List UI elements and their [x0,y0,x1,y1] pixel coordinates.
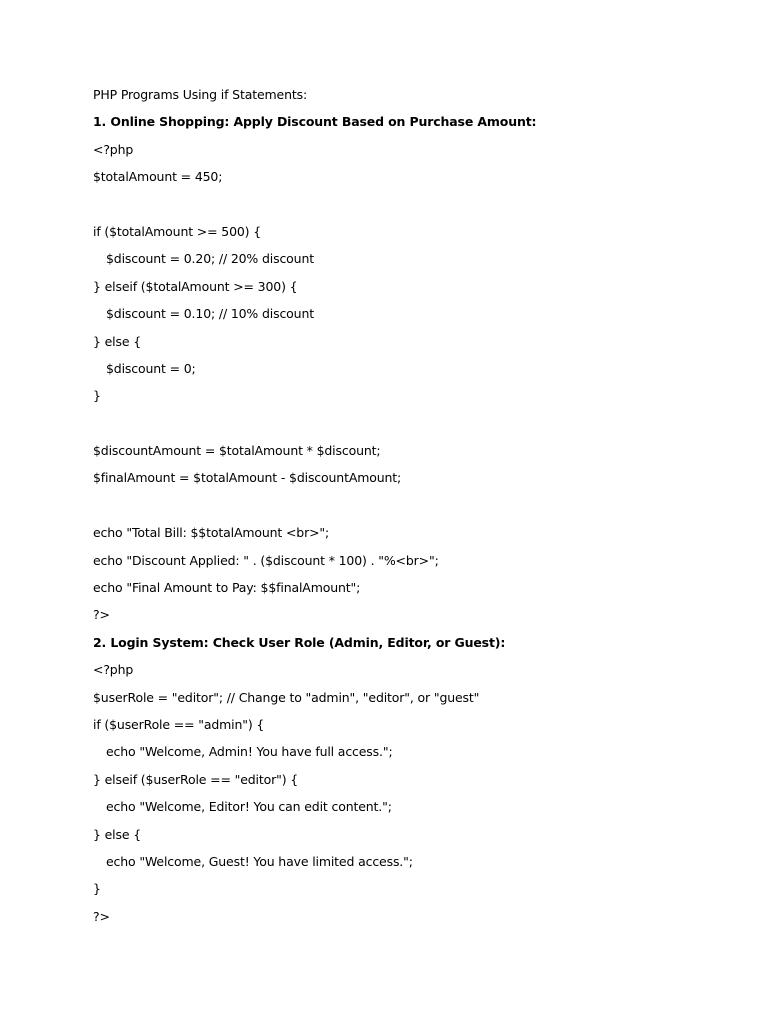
code-line: $discount = 0.10; // 10% discount [106,306,314,322]
section-heading-online-shopping: 1. Online Shopping: Apply Discount Based on Purchase Amount: [93,114,537,130]
code-line: echo "Discount Applied: " . ($discount * 100) . "%<br>"; [93,552,439,568]
code-line: $finalAmount = $totalAmount - $discountAmount; [93,470,402,486]
code-line: $totalAmount = 450; [93,169,223,185]
code-line: } [93,881,101,897]
code-line: if ($totalAmount >= 500) { [93,223,262,239]
code-line-blank [93,415,733,433]
code-line: $discountAmount = $totalAmount * $discount; [93,443,381,459]
document-page [93,86,733,935]
code-line: <?php [93,141,134,157]
code-line: } elseif ($totalAmount >= 300) { [93,278,298,294]
code-line: $discount = 0; [106,360,196,376]
section-heading-login-system: 2. Login System: Check User Role (Admin, Editor, or Guest): [93,634,506,650]
code-line: } [93,388,101,404]
code-line: ?> [93,607,110,623]
code-line: echo "Welcome, Editor! You can edit content."; [106,799,392,815]
code-line-blank [93,497,733,515]
code-line: $userRole = "editor"; // Change to "admin", "editor", or "guest" [93,689,480,705]
code-line-blank [93,196,733,214]
code-line: } elseif ($userRole == "editor") { [93,771,299,787]
code-line: ?> [93,908,110,924]
code-line: echo "Final Amount to Pay: $$finalAmount"; [93,580,361,596]
code-line: echo "Welcome, Admin! You have full access."; [106,744,393,760]
code-block-online-shopping [93,141,733,625]
code-block-login-system [93,661,733,926]
code-line: } else { [93,333,142,349]
code-line: $discount = 0.20; // 20% discount [106,251,314,267]
code-line: echo "Welcome, Guest! You have limited access."; [106,853,413,869]
document-title: PHP Programs Using if Statements: [93,87,308,102]
code-line: } else { [93,826,142,842]
code-line: <?php [93,662,134,678]
code-line: if ($userRole == "admin") { [93,716,265,732]
code-line: echo "Total Bill: $$totalAmount <br>"; [93,525,330,541]
